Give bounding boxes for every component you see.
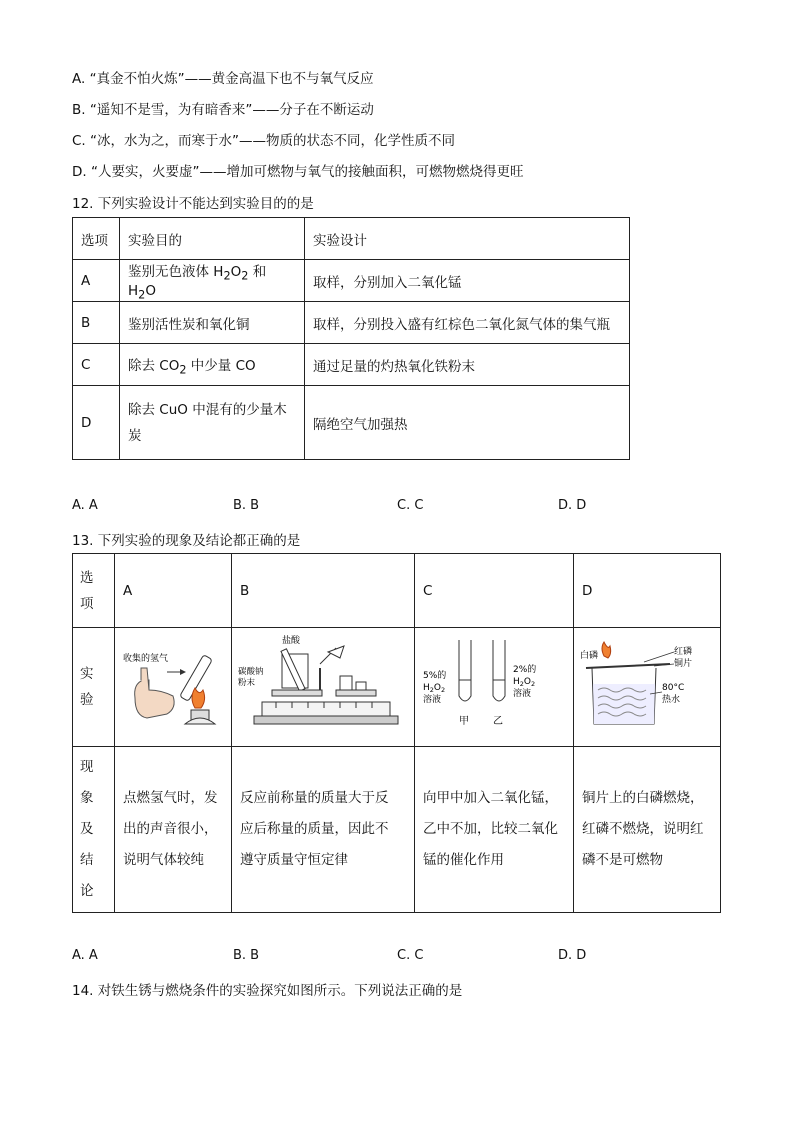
q11-option-d: D. “人要实，火要虚”——增加可燃物与氧气的接触面积，可燃物燃烧得更旺 <box>72 164 524 180</box>
q13-header-a: A <box>115 554 232 628</box>
q13-figure-d <box>574 628 721 747</box>
q12-row-a-design: 取样，分别加入二氧化锰 <box>305 260 630 302</box>
fig-a-label: 收集的氢气 <box>123 654 169 664</box>
q12-row-d-design: 隔绝空气加强热 <box>305 386 630 460</box>
table-row <box>73 260 630 302</box>
fig-d-copper-sheet: 铜片 <box>674 659 693 669</box>
q13-choice-c[interactable]: C. C <box>397 948 424 963</box>
q13-table <box>72 553 721 913</box>
table-row <box>73 302 630 344</box>
q13-row-conclusion-label: 现 象 及 结 论 <box>73 747 115 913</box>
q12-row-c-design: 通过足量的灼热氧化铁粉末 <box>305 344 630 386</box>
q12-row-b-option: B <box>73 302 120 344</box>
q11-option-b: B. “遥知不是雪，为有暗香来”——分子在不断运动 <box>72 102 374 118</box>
q11-option-a: A. “真金不怕火炼”——黄金高温下也不与氧气反应 <box>72 71 374 87</box>
q12-row-d-purpose: 除去 CuO 中混有的少量木炭 <box>120 386 305 460</box>
q13-header-b: B <box>232 554 415 628</box>
q14-stem: 14. 对铁生锈与燃烧条件的实验探究如图所示。下列说法正确的是 <box>72 983 463 999</box>
fig-c-tube-yi: 乙 <box>493 716 503 727</box>
q13-conclusion-a: 点燃氢气时，发 出的声音很小， 说明气体较纯 <box>115 747 232 913</box>
q13-figure-c <box>415 628 574 747</box>
fig-c-right-solution: 溶液 <box>513 689 532 699</box>
q12-header-purpose: 实验目的 <box>120 218 305 260</box>
q13-row-experiment-label: 实 验 <box>73 628 115 747</box>
q12-table <box>72 217 630 460</box>
fig-c-right-formula: $H_2O_2$ <box>513 677 536 688</box>
q13-choice-b[interactable]: B. B <box>233 948 260 963</box>
q12-choice-d[interactable]: D. D <box>558 498 587 513</box>
fig-d-hot-water: 热水 <box>662 695 681 705</box>
q12-row-c-purpose: 除去 $CO_2$ 中少量 CO <box>120 344 305 386</box>
q13-choice-d[interactable]: D. D <box>558 948 587 963</box>
q12-row-d-option: D <box>73 386 120 460</box>
q12-stem: 12. 下列实验设计不能达到实验目的的是 <box>72 196 314 212</box>
q13-stem: 13. 下列实验的现象及结论都正确的是 <box>72 533 301 549</box>
q13-header-option: 选 项 <box>73 554 115 628</box>
q12-choice-a[interactable]: A. A <box>72 498 98 513</box>
balance-reaction-illustration <box>232 628 414 742</box>
q11-option-c: C. “冰，水为之，而寒于水”——物质的状态不同，化学性质不同 <box>72 133 455 149</box>
fig-c-tube-jia: 甲 <box>459 716 469 727</box>
fig-b-label-powder: 粉末 <box>238 678 256 688</box>
q12-choice-c[interactable]: C. C <box>397 498 424 513</box>
fig-c-left-solution: 溶液 <box>423 695 442 705</box>
q12-header-option: 选项 <box>73 218 120 260</box>
phosphorus-combustion-illustration <box>574 628 720 742</box>
fig-d-white-phosphorus: 白磷 <box>580 651 599 661</box>
q13-header-d: D <box>574 554 721 628</box>
fig-d-temperature: 80°C <box>662 683 685 693</box>
fig-c-left-concentration: 5%的 <box>423 671 447 681</box>
fig-b-label-carbonate: 碳酸钠 <box>238 667 264 677</box>
table-row <box>73 386 630 460</box>
table-row <box>73 344 630 386</box>
q13-figure-a <box>115 628 232 747</box>
test-tubes-illustration <box>415 628 573 742</box>
fig-c-left-formula: $H_2O_2$ <box>423 683 446 694</box>
q12-row-a-option: A <box>73 260 120 302</box>
q13-conclusion-d: 铜片上的白磷燃烧， 红磷不燃烧，说明红 磷不是可燃物 <box>574 747 721 913</box>
q12-row-a-purpose: 鉴别无色液体 $H_2O_2$ 和 $H_2O$ <box>120 260 305 302</box>
q13-conclusion-c: 向甲中加入二氧化锰， 乙中不加，比较二氧化 锰的催化作用 <box>415 747 574 913</box>
q12-header-design: 实验设计 <box>305 218 630 260</box>
fig-d-red-phosphorus: 红磷 <box>674 647 693 657</box>
fig-c-right-concentration: 2%的 <box>513 665 537 675</box>
hydrogen-ignition-illustration <box>115 628 231 742</box>
q13-header-c: C <box>415 554 574 628</box>
q13-choice-a[interactable]: A. A <box>72 948 98 963</box>
q13-figure-b <box>232 628 415 747</box>
q13-conclusion-b: 反应前称量的质量大于反 应后称量的质量，因此不 遵守质量守恒定律 <box>232 747 415 913</box>
q12-row-c-option: C <box>73 344 120 386</box>
fig-b-label-acid: 盐酸 <box>282 636 301 646</box>
q12-choice-b[interactable]: B. B <box>233 498 260 513</box>
q12-row-b-design: 取样，分别投入盛有红棕色二氧化氮气体的集气瓶 <box>305 302 630 344</box>
q12-row-b-purpose: 鉴别活性炭和氧化铜 <box>120 302 305 344</box>
